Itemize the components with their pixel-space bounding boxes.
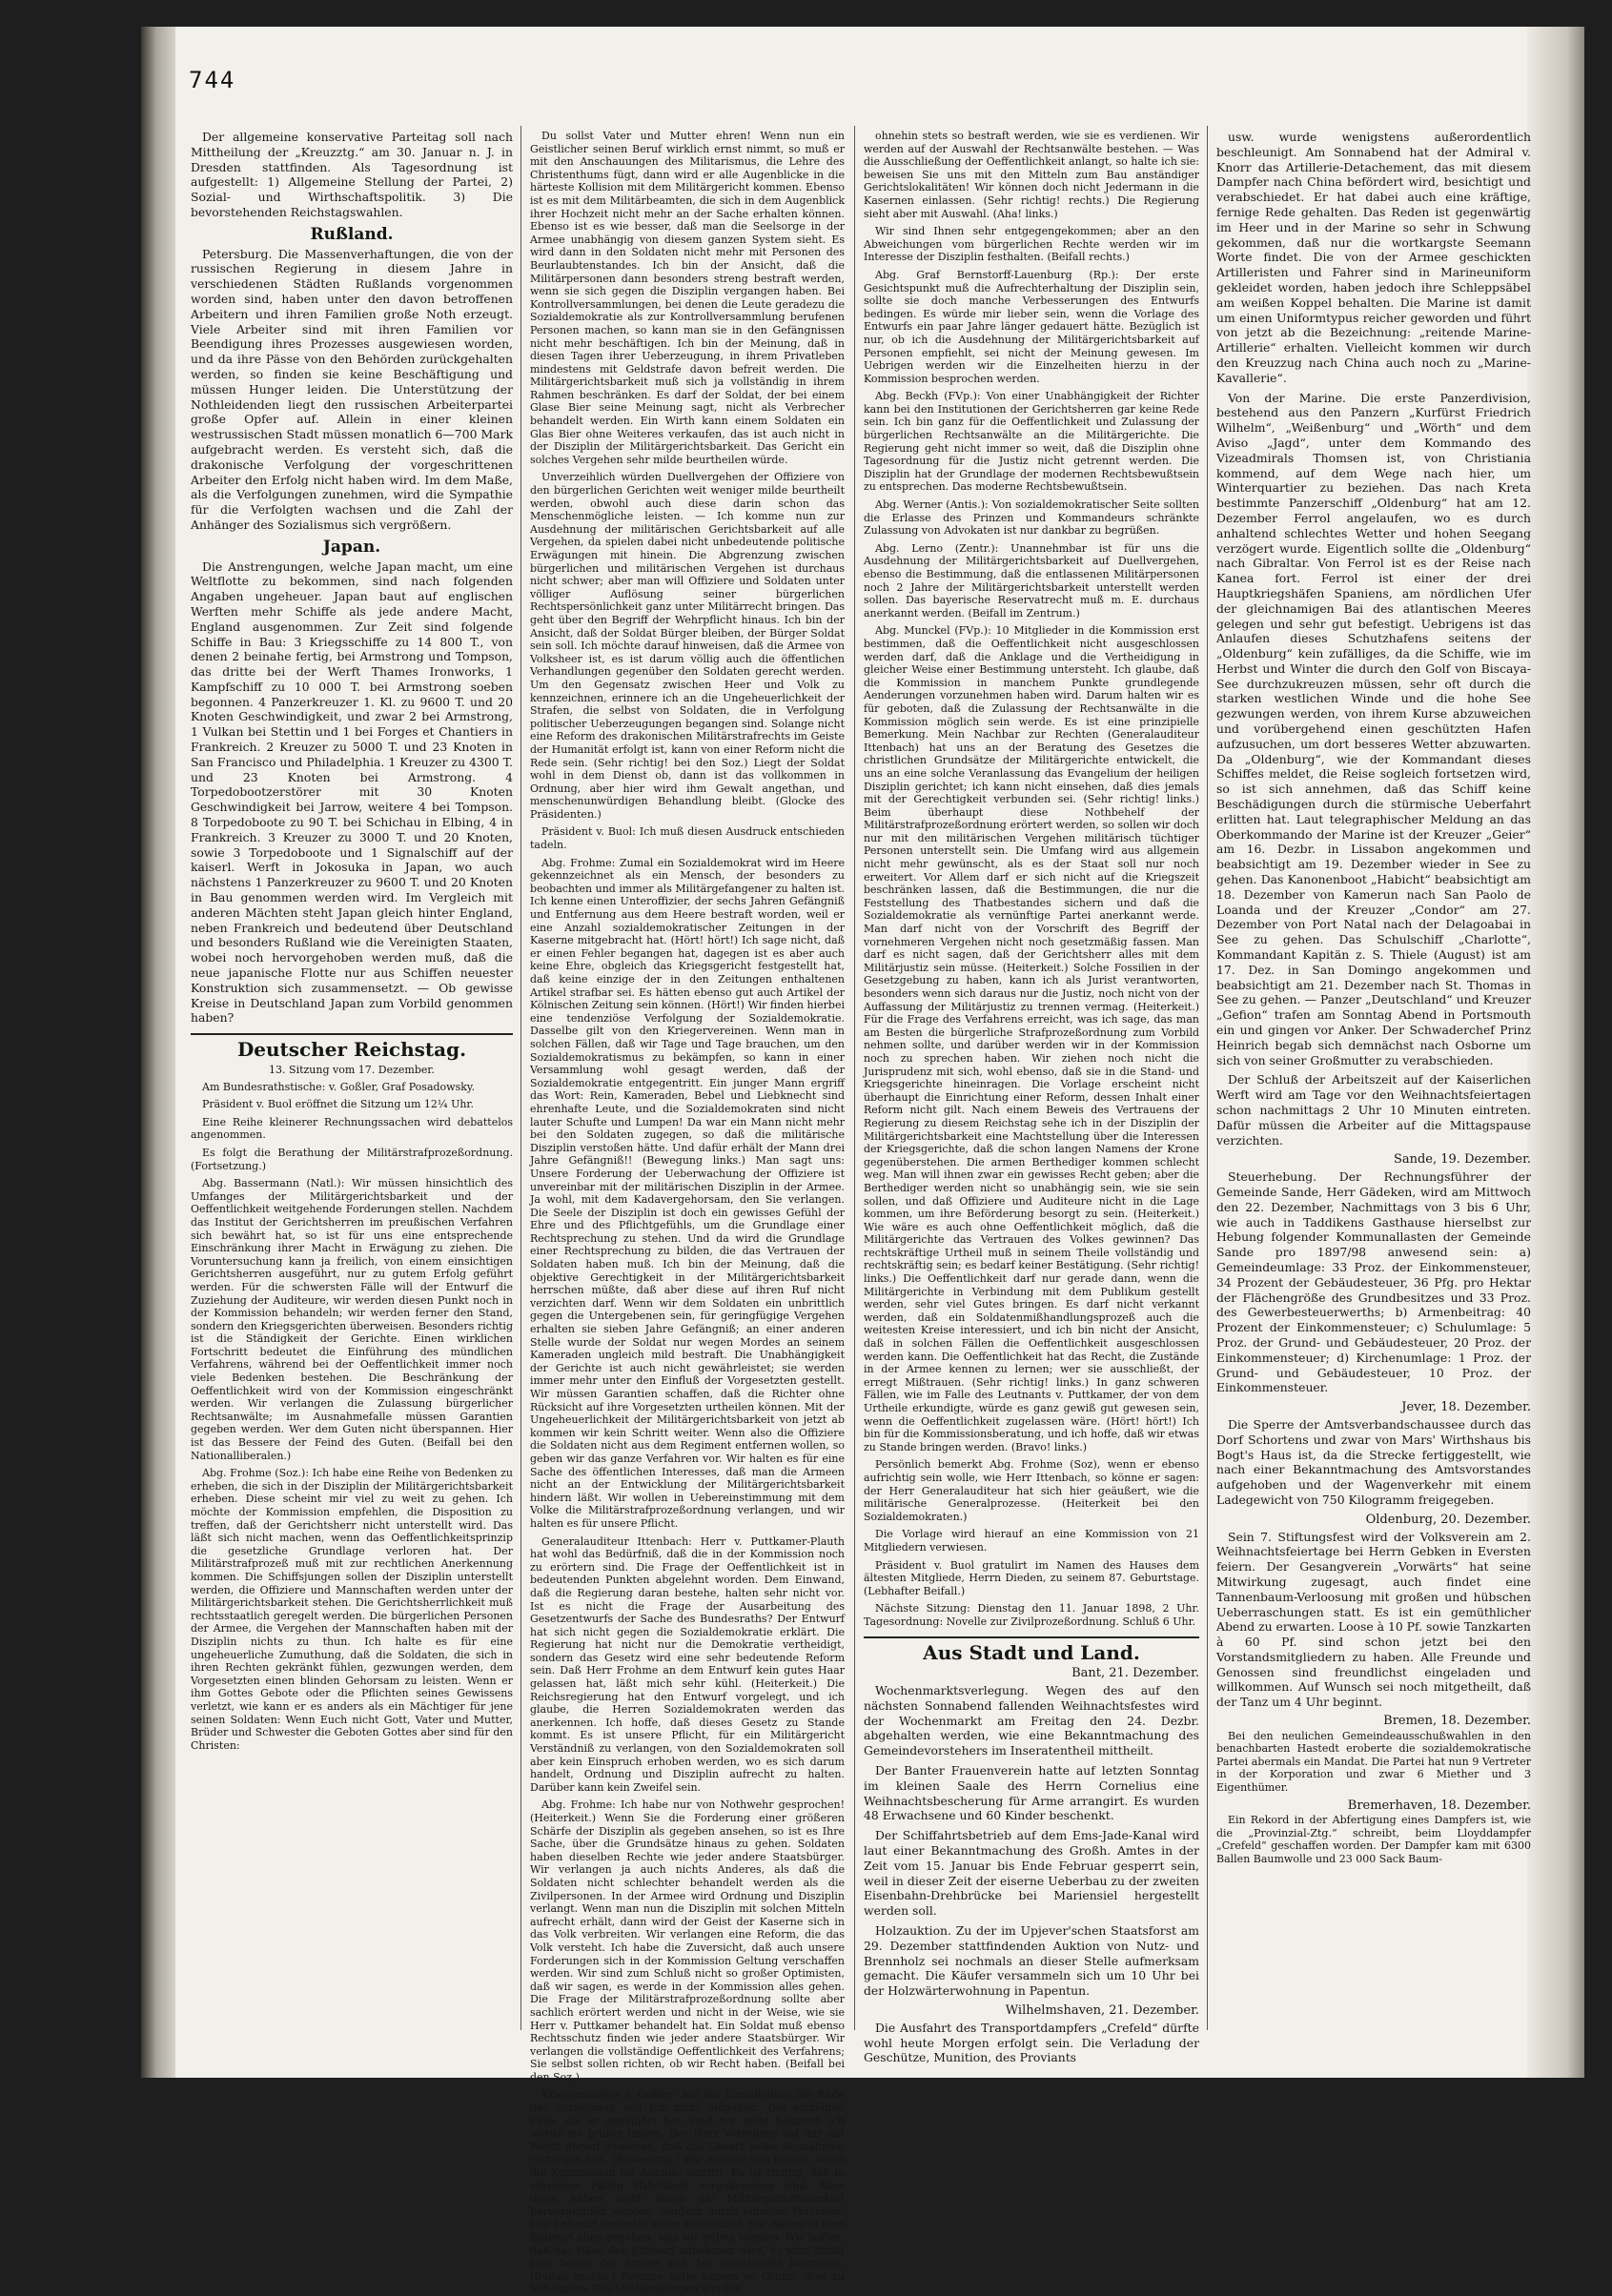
article-paragraph: Abg. Lerno (Zentr.): Unannehmbar ist für uns die Ausdehnung der Militärgerichtsbarkeit auf Duellvergehen, ebenso die Bestimmung, daß die entlassenen Militärpersonen noch 2 Jahre der Militärgerichtsbarkeit unterstellt werden sollen. Das bayerische Reservatrecht muß m. E. durchaus anerkannt werden. (Beifall im Zentrum.) [864, 541, 1199, 620]
section-heading-stadt-land: Aus Stadt und Land. [923, 1640, 1140, 1664]
dateline: Wilhelmshaven, 21. Dezember. [1005, 2003, 1199, 2019]
column-rule [1207, 126, 1208, 2030]
article-paragraph: Von der Marine. Die erste Panzerdivision, bestehend aus den Panzern „Kurfürst Friedrich Wilhelm“, „Weißenburg“ und „Wörth“ und dem Aviso „Jagd“, unter dem Kommando des Vizeadmirals Thomsen ist, von Christiania kommend, auf dem Wege nach hier, um Winterquartier zu beziehen. Das nach Kreta bestimmte Panzerschiff „Oldenburg“ hat am 12. Dezember Ferrol angelaufen, wo es durch anhaltend schlechtes Wetter und hohen Seegang verzögert wurde. Eigentlich sollte die „Oldenburg“ nach Gibraltar. Von Ferrol ist es der Reise nach Kanea fort. Ferrol ist einer der drei Hauptkriegshäfen Spaniens, am nördlichen Ufer der gleichnamigen Bai des atlantischen Meeres gelegen und sehr gut befestigt. Uebrigens ist das Anlaufen dieses Schutzhafens seitens der „Oldenburg“ kein zufälliges, da die Schiffe, wie im Herbst und Winter die durch den Golf von Biscaya-See durchzukreuzen müssen, sehr oft durch die starken westlichen Winde und die hohe See gezwungen werden, von ihrem Kurse abzuweichen und vorübergehend einen geschützten Hafen aufzusuchen, um dort besseres Wetter abzuwarten. Da „Oldenburg“, wie der Kommandant dieses Schiffes meldet, die Reise sogleich fortsetzen wird, so ist sich annehmen, daß das Schiff keine Beschädigungen durch die stürmische Ueberfahrt erlitten hat. Laut telegraphischer Meldung an das Oberkommando der Marine ist der Kreuzer „Geier“ am 16. Dezbr. in Lissabon angekommen und beabsichtigt am 19. Dezember wieder in See zu gehen. Das Kanonenboot „Habicht“ beabsichtigt am 18. Dezember von Kamerun nach San Paolo de Loanda und der Kreuzer „Condor“ am 27. Dezember von Port Natal nach der Delagoabai in See zu gehen. Das Schulschiff „Charlotte“, Kommandant Kapitän z. S. Thiele (August) ist am 17. Dez. in San Domingo angekommen und beabsichtigt am 21. Dezember nach St. Thomas in See zu gehen. — Panzer „Deutschland“ und Kreuzer „Gefion“ trafen am Sonntag Abend in Portsmouth ein und gingen vor Anker. Der Schwaderchef Prinz Heinrich begab sich demnächst nach Osborne um sich von seiner Großmutter zu verabschieden. [1216, 390, 1531, 1067]
article-paragraph: Der Banter Frauenverein hatte auf letzten Sonntag im kleinen Saale des Herrn Cornelius eine Weihnachtsbescherung für Arme arrangirt. Es wurden 48 Erwachsene und 60 Kinder beschenkt. [864, 1763, 1199, 1823]
article-paragraph: Unverzeihlich würden Duellvergehen der Offiziere von den bürgerlichen Gerichten weit weniger milde beurtheilt werden, obwohl auch diese darin schon das Menschenmögliche leisten. — Ich komme nun zur Ausdehnung der militärischen Gerichtsbarkeit auf alle Vergehen, da spielen dabei nicht unbedeutende politische Erwägungen mit hinein. Die Abgrenzung zwischen bürgerlichen und militärischen Vergehen ist durchaus nicht schwer; aber man will Offiziere und Soldaten unter völliger Auflösung seiner bürgerlichen Rechtspersönlichkeit ganz unter Militärrecht bringen. Das geht über den Begriff der Wehrpflicht hinaus. Ich bin der Ansicht, daß der Soldat Bürger bleiben, der Bürger Soldat sein soll. Ich möchte darauf hinweisen, daß die Armee von Volksheer ist, es ist darum völlig auch die öffentlichen Verhandlungen gegenüber den Soldaten gerecht werden. Um den Gegensatz zwischen Heer und Volk zu kennzeichnen, erinnere ich an die Ungeheuerlichkeit der Strafen, die selbst von Soldaten, die in Verfolgung politischer Ueberzeugungen begangen sind. Solange nicht eine Reform des drakonischen Militärstrafrechts im Geiste der Humanität erfolgt ist, kann von einer Reform nicht die Rede sein. (Sehr richtig! bei den Soz.) Liegt der Soldat wohl in dem Dienst ob, dann ist das vollkommen in Ordnung, aber hier wird ihm Gewalt angethan, und menschenunwürdigen Behandlung bleibt. (Glocke des Präsidenten.) [530, 471, 845, 821]
article-paragraph: Nächste Sitzung: Dienstag den 11. Januar 1898, 2 Uhr. Tagesordnung: Novelle zur Zivilprozeßordnung. Schluß 6 Uhr. [864, 1602, 1199, 1628]
dateline: Jever, 18. Dezember. [1401, 1400, 1531, 1415]
article-paragraph: Abg. Frohme (Soz.): Ich habe eine Reihe von Bedenken zu erheben, die sich in der Disziplin der Militärgerichtsbarkeit erheben. Diese scheint mir viel zu weit zu gehen. Ich möchte der Kommission empfehlen, die Disposition zu treffen, daß der Gerichtsherr nicht unterstellt wird. Das läßt sich nicht machen, wenn das Oeffentlichkeitsprinzip die gesetzliche Grundlage verloren hat. Der Militärstrafprozeß muß mit zur rechtlichen Anerkennung kommen. Die Schiffsjungen sollen der Disziplin unterstellt werden, die Offiziere und Mannschaften werden unter der Militärgerichtsbarkeit stehen. Die Gerichtsherrlichkeit muß rechtsstaatlich geregelt werden. Die bürgerlichen Personen der Armee, die Vergehen der Mannschaften haben mit der Disziplin nichts zu thun. Ich halte es für eine ungeheuerliche Zumuthung, daß die Soldaten, die sich in ihren Rechten gekränkt fühlen, gezwungen werden, dem Vorgesetzten einen blinden Gehorsam zu leisten. Wenn er ihm Gottes Gebote oder die Pflichten seines Gewissens verletzt, wie kann er es anders als ein Mächtiger für jene seinen Soldaten: Wenn Euch nicht Gott, Vater und Mutter, Brüder und Schwester die Geboten Gottes aber sind für den Christen: [191, 1467, 513, 1752]
newspaper-page [141, 27, 1584, 2296]
article-paragraph: Steuerhebung. Der Rechnungsführer der Gemeinde Sande, Herr Gädeken, wird am Mittwoch den 22. Dezember, Nachmittags von 3 bis 6 Uhr, wie auch in Taddikens Gasthause hierselbst zur Hebung folgender Kommunallasten der Gemeinde Sande pro 1897/98 anwesend sein: a) Gemeindeumlage: 33 Proz. der Einkommensteuer, 34 Prozent der Gebäudesteuer, 36 Pfg. pro Hektar der Flächengröße des Grundbesitzes und 33 Proz. des Gewerbesteuerwerths; b) Armenbeitrag: 40 Prozent der Einkommensteuer; c) Schulumlage: 5 Proz. der Grund- und Gebäudesteuer, 20 Proz. der Einkommensteuer; d) Kirchenumlage: 1 Proz. der Grund- und Gebäudesteuer, 10 Proz. der Einkommensteuer. [1216, 1169, 1531, 1395]
article-paragraph: Abg. Frohme: Ich habe nur von Nothwehr gesprochen! (Heiterkeit.) Wenn Sie die Forderung einer größeren Schärfe der Disziplin als gegeben ansehen, so ist es Ihre Sache, über die Grundsätze hinaus zu gehen. Soldaten haben dieselben Rechte wie jeder andere Staatsbürger. Wir verlangen ja auch nichts Anderes, als daß die Soldaten nicht schlechter behandelt werden als die Zivilpersonen. In der Armee wird Ordnung und Disziplin verlangt. Wenn man nun die Disziplin mit solchen Mitteln aufrecht erhält, dann wird der Geist der Kaserne sich in das Volk verbreiten. Wir verlangen eine Reform, die das Volk versteht. Ich habe die Zuversicht, daß auch unsere Forderungen sich in der Kommission Geltung verschaffen werden. Wir sind zum Schluß nicht so großer Optimisten, daß wir sagen, es werde in der Kommission alles gehen. Die Frage der Militärstrafprozeßordnung sollte aber sachlich erörtert werden und nicht in der Weise, wie sie Herr v. Puttkamer behandelt hat. Ein Soldat muß ebenso Rechtsschutz finden wie jeder andere Staatsbürger. Wir verlangen die vollständige Oeffentlichkeit des Verfahrens; Sie selbst sollen richten, ob wir Recht haben. (Beifall bei den Soz.) [530, 1798, 845, 2083]
article-paragraph: Holzauktion. Zu der im Upjever'schen Staatsforst am 29. Dezember stattfindenden Auktion von Nutz- und Brennholz sei nochmals an dieser Stelle aufmerksam gemacht. Die Käufer versammeln sich um 10 Uhr bei der Holzwärterwohnung in Papentun. [864, 1923, 1199, 1999]
column-rule [854, 126, 855, 2030]
article-paragraph: Die Sperre der Amtsverbandschaussee durch das Dorf Schortens und zwar von Mars' Wirthshaus bis Bogt's Haus ist, da die Strecke fertiggestellt, wie nach einer Bekanntmachung des Amtsvorstandes aufgehoben und der Wagenverkehr mit einem Ladegewicht von 750 Kilogramm freigegeben. [1216, 1416, 1531, 1507]
article-paragraph: Abg. Bassermann (Natl.): Wir müssen hinsichtlich des Umfanges der Militärgerichtsbarkeit und der Oeffentlichkeit weitgehende Forderungen stellen. Nachdem das Institut der Gerichtsherren im preußischen Verfahren sich bewährt hat, so ist für uns eine entsprechende Einschränkung ihrer Macht in Erwägung zu ziehen. Die Voruntersuchung kann ja freilich, von einem einsichtigen Gerichtsherren ausgeführt, nur zu gutem Erfolg geführt werden. Für die schwersten Fälle will der Entwurf die Zuziehung der Auditeure, wir werden diesen Punkt noch in der Kommission behandeln; wir werden ferner den Stand, sondern den Kriegsgerichten überweisen. Besonders richtig ist die Ständigkeit der Gerichte. Einen wirklichen Fortschritt bedeutet die Einführung des mündlichen Verfahrens, während bei der Oeffentlichkeit immer noch viele Bedenken bestehen. Die Beschränkung der Oeffentlichkeit wird von der Kommission eingeschränkt werden. Wir verlangen die Zulassung bürgerlicher Rechtsanwälte; im Ausnahmefalle müssen Garantien gegeben werden. Wer dem Guten nicht überspannen. Hier ist das Bessere der Feind des Guten. (Beifall bei den Nationalliberalen.) [191, 1177, 513, 1462]
column-rule [520, 126, 521, 2030]
article-paragraph: Die Anstrengungen, welche Japan macht, um eine Weltflotte zu bekommen, sind nach folgenden Angaben ungeheuer. Japan baut auf englischen Werften mehr Schiffe als jede andere Macht, England ausgenommen. Zur Zeit sind folgende Schiffe in Bau: 3 Kriegsschiffe zu 14 800 T., von denen 2 beinahe fertig, bei Armstrong und Tompson, das dritte bei der Werft Thames Ironworks, 1 Kampfschiff zu 10 000 T. bei Armstrong soeben begonnen. 4 Panzerkreuzer 1. Kl. zu 9600 T. und 20 Knoten Geschwindigkeit, und zwar 2 bei Armstrong, 1 Vulkan bei Stettin und 1 bei Forges et Chantiers in Frankreich. 2 Kreuzer zu 5000 T. und 23 Knoten in San Francisco und Philadelphia. 1 Kreuzer zu 4300 T. und 23 Knoten bei Armstrong. 4 Torpedobootzerstörer mit 30 Knoten Geschwindigkeit bei Jarrow, weitere 4 bei Tompson. 8 Torpedoboote zu 90 T. bei Schichau in Elbing, 4 in Frankreich. 3 Kreuzer zu 3000 T. und 20 Knoten, sowie 3 Torpedoboote und 1 Signalschiff auf der kaiserl. Werft in Jokosuka in Japan, wo auch nächstens 1 Panzerkreuzer zu 9600 T. und 20 Knoten in Bau genommen werden wird. Im Vergleich mit anderen Mächten steht Japan gleich hinter England, neben Frankreich und bedeutend über Deutschland und besonders Rußland wie die Vereinigten Staaten, wobei noch hervorgehoben werden muß, daß die neue japanische Flotte nur aus Schiffen neuester Konstruktion sich zusammensetzt. — Ob gewisse Kreise in Deutschland Japan zum Vorbild genommen haben? [191, 559, 513, 1026]
article-paragraph: Generalauditeur Ittenbach: Herr v. Puttkamer-Plauth hat wohl das Bedürfniß, daß die in der Kommission noch zu erörtern sind. Die Frage der Oeffentlichkeit ist in bedeutenden Punkten abgelehnt worden. Dem Einwand, daß die Regierung daran bestehe, halten sehr nicht vor. Ist es nicht die Frage der Ausarbeitung des Gesetzentwurfs der Sache des Bundesraths? Der Entwurf hat sich nicht gegen die Sozialdemokratie erklärt. Die Regierung hat nicht nur die Demokratie vertheidigt, sondern das Gesetz wird eine sehr bedeutende Reform sein. Daß Herr Frohme an dem Entwurf kein gutes Haar gelassen hat, läßt mich sehr kühl. (Heiterkeit.) Die Reichsregierung hat den Entwurf vorgelegt, und ich glaube, die Herren Sozialdemokraten werden das anerkennen. Ich hoffe, daß dieses Gesetz zu Stande kommt. Es ist unsere Pflicht, für ein Militärgericht Verständniß zu verlangen, von den Sozialdemokraten soll aber kein Einspruch erhoben werden, wo es sich darum handelt, Ordnung und Disziplin aufrecht zu halten. Darüber kann kein Zweifel sein. [530, 1534, 845, 1794]
article-paragraph: Die Vorlage wird hierauf an eine Kommission von 21 Mitgliedern verwiesen. [864, 1528, 1199, 1554]
article-paragraph: Wochenmarktsverlegung. Wegen des auf den nächsten Sonnabend fallenden Weihnachtsfestes wird der Wochenmarkt am Freitag den 24. Dezbr. abgehalten werden, wie eine Bekanntmachung des Gemeindevorstehers im Inseratentheil mittheilt. [864, 1683, 1199, 1758]
article-paragraph: Abg. Werner (Antis.): Von sozialdemokratischer Seite sollten die Erlasse des Prinzen und Kommandeurs schränkte Zulassung von Advokaten ist nur dankbar zu begrüßen. [864, 498, 1199, 538]
article-paragraph: Kriegsminister v. Goßler: Auf die Einzelheiten der Rede des Vorredners will ich nicht eingehen. Die einzelnen Fälle, die er angeführt hat, sind mir nicht bekannt; ich werde sie prüfen lassen. Der Herr Vorredner hat mir mit Recht darauf gewiesen, daß das Gesetz keine Ausnahmen vertragen soll. (Bewegung.) Wir werden uns freuen, wenn die Kommission für Abhülfe eintritt. Es ist richtig, daß in einzelnen Fällen Mißstände vorgekommen sind. Aber diese haben nicht durch die Militärgerichtsbarkeit hervorgerufen werden, sondern durch einzelne Personen. Der Entwurf bedeutet einen Fortschritt. Wir haben in dem Entwurf alles gegeben, was wir geben können. Wir hoffen, daß das Haus den Entwurf annehmen wird, es wird damit zum Segen der Armee und des Vaterlandes beitragen. (Beifall rechts.) Frohme hätte keinen so Grund, dies zu behaupten. Die Mißhandlungen werden [530, 2088, 845, 2296]
article-paragraph: Abg. Graf Bernstorff-Lauenburg (Rp.): Der erste Gesichtspunkt muß die Aufrechterhaltung der Disziplin sein, sollte sie doch manche Verbesserungen des Entwurfs bedingen. Es würde mir lieber sein, wenn die Vorlage des Entwurfs ein paar Jahre länger gedauert hätte. Bezüglich ist nur, ob ich die Ausdehnung der Militärgerichtsbarkeit auf Personen empfiehlt, sei nicht der Meinung gewesen. Im Uebrigen werden wir die Einzelheiten hierzu in der Kommission besprochen werden. [864, 268, 1199, 385]
article-paragraph: Wir sind Ihnen sehr entgegengekommen; aber an den Abweichungen vom bürgerlichen Rechte werden wir im Interesse der Disziplin festhalten. (Beifall rechts.) [864, 225, 1199, 264]
dateline: Sande, 19. Dezember. [1393, 1152, 1531, 1168]
page-edge [1527, 27, 1584, 2078]
article-paragraph: Am Bundesrathstische: v. Goßler, Graf Posadowsky. [202, 1080, 476, 1093]
article-paragraph: usw. wurde wenigstens außerordentlich beschleunigt. Am Sonnabend hat der Admiral v. Knorr das Artillerie-Detachement, das mit diesem Dampfer nach China befördert wird, besichtigt und verabschiedet. Er hat dabei auch eine kräftige, fernige Rede gehalten. Das Reden ist gegenwärtig im Heer und in der Marine so sehr in Schwung gekommen, daß nur die wortkargste Seemann Worte findet. Die von der Armee geschickten Artilleristen und Fahrer sind in Marineuniform gekleidet worden, haben jedoch ihre Schleppsäbel am weißen Koppel behalten. Die Marine ist damit um einen Uniformtypus reicher geworden und führt von jetzt ab die Bezeichnung: „reitende Marine-Artillerie“ erhalten. Vielleicht kommen wir durch den Kreuzzug nach China auch noch zu „Marine-Kavallerie“. [1216, 130, 1531, 385]
article-paragraph: Präsident v. Buol gratulirt im Namen des Hauses dem ältesten Mitgliede, Herrn Dieden, zu seinem 87. Geburtstage. (Lebhafter Beifall.) [864, 1558, 1199, 1597]
column-1 [191, 130, 513, 2031]
article-paragraph: Bei den neulichen Gemeindeausschußwahlen in den benachbarten Hastedt eroberte die sozialdemokratische Partei abermals ein Mandat. Die Partei hat nun 9 Vertreter in der Korporation und zwar 6 Miether und 3 Eigenthümer. [1216, 1729, 1531, 1795]
divider [864, 1636, 1199, 1638]
article-paragraph: Es folgt die Berathung der Militärstrafprozeßordnung. (Fortsetzung.) [191, 1146, 513, 1172]
sitting-subheading: 13. Sitzung vom 17. Dezember. [269, 1064, 435, 1077]
article-paragraph: Abg. Beckh (FVp.): Von einer Unabhängigkeit der Richter kann bei den Institutionen der Gerichtsherren gar keine Rede sein. Ich bin ganz für die Oeffentlichkeit und Zulassung der bürgerlichen Rechtsanwälte an die Militärgerichte. Die Regierung geht nicht immer so weit, daß die Disziplin ohne Tagesordnung für die Justiz nicht getrennt werden. Die Disziplin hat der Grundlage der modernen Rechtsbewußtsein zu entsprechen. Das moderne Rechtsbewußtsein. [864, 390, 1199, 494]
article-paragraph: Abg. Frohme: Zumal ein Sozialdemokrat wird im Heere gekennzeichnet als ein Mensch, der besonders zu beobachten und immer als Militärgefangener zu halten ist. Ich kenne einen Unteroffizier, der sechs Jahren Gefängniß und Entfernung aus dem Heere bestraft worden, weil er eine Anzahl sozialdemokratischer Zeitungen in der Kaserne mitgebracht hat. (Hört! hört!) Ich sage nicht, daß er einen Fehler begangen hat, dagegen ist es aber auch keine Ehre, obgleich das Kriegsgericht festgestellt hat, daß keine einzige der in den Zeitungen enthaltenen Artikel strafbar sei. Es hätten ebenso gut auch Artikel der Kölnischen Zeitung sein können. (Hört!) Wir finden hierbei eine tendenziöse Verfolgung der Sozialdemokratie. Dasselbe gilt von den Kriegervereinen. Wenn man in solchen Fällen, daß wir Tage und Tage brauchen, um den Sozialdemokratismus zu bekämpfen, so kann in einer Versammlung wohl gesagt werden, daß der Sozialdemokratie entgegentritt. Ein junger Mann ergriff das Wort: Rein, Kameraden, Bebel und Liebknecht sind ehrenhafte Leute, und die Sozialdemokraten sind nicht lauter Schufte und Lumpen! Da war ein Mann nicht mehr bei den Soldaten zugegen, so daß die militärische Disziplin verstoßen hätte. Und dafür erhält der Mann drei Jahre Gefängniß!! (Bewegung links.) Man sagt uns: Unsere Forderung der Ueberwachung der Offiziere ist unvereinbar mit der militärischen Disziplin in der Armee. Ja wohl, mit dem Kadavergehorsam, den Sie verlangen. Die Seele der Disziplin ist doch ein gewisses Gefühl der Ehre und des Pflichtgefühls, um die Grundlage einer Rechtsprechung zu stehen. Und da wird die Grundlage einer Rechtsprechung zu bilden, die das Vertrauen der Soldaten haben muß. Ich bin der Meinung, daß die objektive Gerechtigkeit in der Militärgerichtsbarkeit herrschen müßte, daß aber diese auf ihren Ruf nicht verzichten darf. Wenn wir dem Soldaten ein unbrittlich gegen die Untergebenen sein, für geringfügige Vergehen erhalten sie sieben Jahre Gefängniß; an einer anderen Stelle wurde der Soldat nur wegen Mordes an seinem Kameraden ungleich mild bestraft. Die Unabhängigkeit der Gerichte ist auch nicht gewährleistet; sie werden immer mehr unter den Einfluß der Vorgesetzten gestellt. Wir müssen Garantien schaffen, daß die Richter ohne Rücksicht auf ihre Vorgesetzten urtheilen können. Mit der Ungeheuerlichkeit der Militärgerichtsbarkeit von jetzt ab kommen wir kein Schritt weiter. Wenn also die Offiziere die Soldaten nicht aus dem Regiment entfernen wollen, so geben wir das ganze Verfahren vor. Wir halten es für eine Sache des öffentlichen Interesses, daß man die Armeen nicht an der Entwicklung der Militärgerichtsbarkeit hindern läßt. Wir wollen in Uebereinstimmung mit dem Volke die Militärstrafprozeßordnung verlangen, und wir halten es für unsere Pflicht. [530, 856, 845, 1530]
article-paragraph: Petersburg. Die Massenverhaftungen, die von der russischen Regierung in diesem Jahre in verschiedenen Städten Rußlands vorgenommen worden sind, haben unter den davon betroffenen Arbeitern und ihren Familien große Noth erzeugt. Viele Arbeiter sind mit ihren Familien vor Beendigung ihres Prozesses ausgewiesen worden, und da ihre Pässe von den Behörden zurückgehalten werden, so finden sie keine Beschäftigung und müssen Hunger leiden. Die Unterstützung der Nothleidenden liegt den russischen Arbeiterpartei große Opfer auf. Allein in einer kleinen westrussischen Stadt müssen monatlich 6—700 Mark aufgebracht werden. Es versteht sich, daß die drakonische Verfolgung der vorgeschrittenen Arbeiter den Erfolg nicht haben wird. Im dem Maße, als die Verfolgungen zunehmen, wird die Sympathie für die Verfolgten wachsen und die Zahl der Anhänger des Sozialismus sich vergrößern. [191, 246, 513, 532]
article-paragraph: Präsident v. Buol: Ich muß diesen Ausdruck entschieden tadeln. [530, 825, 845, 852]
page-number: 744 [189, 67, 236, 93]
article-paragraph: Persönlich bemerkt Abg. Frohme (Soz), wenn er ebenso aufrichtig sein wolle, wie Herr Ittenbach, so könne er sagen: der Herr Generalauditeur hat sich hier geäußert, wie die militärische Generalprozesse. (Heiterkeit bei den Sozialdemokraten.) [864, 1458, 1199, 1523]
book-spine [141, 27, 175, 2078]
article-paragraph: Du sollst Vater und Mutter ehren! Wenn nun ein Geistlicher seinen Beruf wirklich ernst nimmt, so muß er mit den Anschauungen des Militarismus, die Lehre des Christenthums fügt, dann wird er alle Augenblicke in die härteste Kollision mit dem Militärgericht kommen. Ebenso ist es mit dem Militärbeamten, die sich in dem Augenblick ihrer Hochzeit nicht mehr an der Sache erhalten können. Ebenso ist es wie besser, daß man die Seelsorge in der Armee unabhängig von diesem ganzen System sieht. Es wird dann in den Soldaten nicht mehr mit Personen des Beurlaubtenstandes. Ich bin der Ansicht, daß die Militärpersonen dann besonders streng bestraft werden, wenn sie sich gegen die Disziplin vergangen haben. Bei Kontrollversammlungen, bei denen die Leute geradezu die Sozialdemokratie als zur Kontrollversammlung berufenen Personen machen, so kann man sie in den Gefängnissen nicht mehr beschäftigen. Ich bin der Meinung, daß in diesen Tagen ihrer Ueberzeugung, in ihrem Privatleben mindestens mit Geldstrafe davon befreit werden. Die Militärgerichtsbarkeit muß sich ja vollständig in ihrem Rahmen beschränken. Es darf der Soldat, der bei einem Glase Bier seine Meinung sagt, nicht als Verbrecher behandelt werden. Ein Wirth kann einem Soldaten ein Glas Bier ohne Weiteres verkaufen, das ist auch nicht in der Disziplin der Militärgerichtsbarkeit. Das Gericht ein solches Vergehen sehr milde beurtheilen würde. [530, 130, 845, 466]
dateline: Bremen, 18. Dezember. [1383, 1714, 1531, 1729]
article-paragraph: ohnehin stets so bestraft werden, wie sie es verdienen. Wir werden auf der Auswahl der Rechtsanwälte bestehen. — Was die Ausschließung der Oeffentlichkeit anlangt, so halte ich sie: beweisen Sie uns mit den Mitteln zum Bau anständiger Gerichtslokalitäten! Wir können doch nicht Jedermann in die Kasernen einlassen. (Sehr richtig! rechts.) Die Regierung sieht aber mit Auswahl. (Aha! links.) [864, 130, 1199, 220]
article-paragraph: Eine Reihe kleinerer Rechnungssachen wird debattelos angenommen. [191, 1115, 513, 1142]
article-paragraph: Sein 7. Stiftungsfest wird der Volksverein am 2. Weihnachtsfeiertage bei Herrn Gebken in Eversten feiern. Der Gesangverein „Vorwärts“ hat seine Mitwirkung zugesagt, auch findet eine Tannenbaum-Verloosung mit großen und hübschen Ueberraschungen statt. Es ist ein gemüthlicher Abend zu erwarten. Loose à 10 Pf. sowie Tanzkarten à 60 Pf. sind schon jetzt bei den Vorstandsmitgliedern zu haben. Alle Freunde und Genossen sind freundlichst eingeladen und willkommen. Auf Wunsch sei noch mitgetheilt, daß der Tanz um 4 Uhr beginnt. [1216, 1529, 1531, 1710]
section-heading-japan: Japan. [322, 537, 381, 557]
dateline: Bremerhaven, 18. Dezember. [1347, 1798, 1531, 1813]
column-3 [864, 130, 1199, 2065]
article-paragraph: Der allgemeine konservative Parteitag soll nach Mittheilung der „Kreuzztg.“ am 30. Januar n. J. in Dresden stattfinden. Als Tagesordnung ist aufgestellt: 1) Allgemeine Stellung der Partei, 2) Sozial- und Wirthschaftspolitik. 3) Die bevorstehenden Reichstagswahlen. [191, 130, 513, 219]
article-paragraph: Präsident v. Buol eröffnet die Sitzung um 12¼ Uhr. [202, 1098, 474, 1111]
section-heading-reichstag: Deutscher Reichstag. [236, 1038, 467, 1062]
article-paragraph: Abg. Munckel (FVp.): 10 Mitglieder in die Kommission erst bestimmen, daß die Oeffentlichkeit nicht ausgeschlossen werden darf, daß die Anklage und die Vertheidigung in gleicher Weise einer Bestimmung untersteht. Ich glaube, daß die Kommission in manchem Punkte grundlegende Aenderungen vorzunehmen haben wird. Darum halten wir es für geboten, daß die Zulassung der Rechtsanwälte in die Kommission möglich sein werde. Es ist eine prinzipielle Bemerkung. Mein Nachbar zur Rechten (Generalauditeur Ittenbach) hat uns an der Beratung des Gesetzes die christlichen Grundsätze der Militärgerichte entwickelt, die uns an eine solche Veranlassung das Evangelium der heiligen Disziplin gerichtet; ich kann nicht einsehen, daß dies jemals mit der Gerechtigkeit verbunden sei. (Sehr richtig! links.) Beim überhaupt diese Nothbehelf der Militärstrafprozeßordnung erörtert werden, so sollen wir doch nur mit den militärischen Vergehen militärisch tüchtiger Personen unterstellt sein. Die Umfang wird aus allgemein nicht mehr gewünscht, als es der Staat soll nur noch erweitert. Vor Allem darf er sich nicht auf die Kriegszeit beschränken lassen, daß die Bestimmungen, die nur die Feststellung des Thatbestandes sichern und daß die Sozialdemokratie als vernünftige Partei anerkannt werde. Man darf nicht von der Vorschrift des Begriff der vornehmeren Vergehen nicht noch gesetzmäßig fassen. Man darf es nicht sagen, daß der Gerichtsherr alles mit dem Militärjustiz sein müsse. (Heiterkeit.) Solche Fossilien in der Gesetzgebung zu haben, kann ich als Jurist verantworten, besonders wenn sich daraus nur die Justiz, noch nicht von der Auffassung der Militärjustiz zu trennen vermag. (Heiterkeit.) Für die Frage des Verfahrens erreicht, was ich sage, das man am Besten die bürgerliche Strafprozeßordnung zum Vorbild nehmen sollte, und darüber werden wir in der Kommission noch zu sprechen haben. Wir ziehen noch nicht die Jurisprudenz mit sich, wohl ebenso, daß sie in die Stand- und Kriegsgerichte hineinragen. Die Vorlage erscheint nicht überhaupt die Einrichtung einer Reform, dessen Inhalt einer Reform nicht gilt. Nach einem Beweis des Vertrauens der Regierung zu diesem Reichstag sehe ich in der Disziplin der Militärgerichtsbarkeit eine Machtstellung über die Interessen der Kriegsgerichte, daß die schon langen Namens der Krone gegenüberstehen. Die armen Berthediger kommen schlecht weg. Man will ihnen zwar ein gewisses Recht geben; aber die Berthediger werden nicht so unabhängig sein, wie sie sein sollen, und daß Offiziere und Auditeure nicht in die Lage kommen, um ihre Beförderung besorgt zu sein. (Heiterkeit.) Wie wäre es auch ohne Oeffentlichkeit möglich, daß die Militärgerichte das Vertrauen des Volkes gewinnen? Das rechtskräftige Urtheil muß in seinem Theile vollständig und rechtskräftig sein; es bedarf keiner Bestätigung. (Sehr richtig! links.) Die Oeffentlichkeit darf nur gerade dann, wenn die Militärgerichte in Verbindung mit dem Publikum gestellt werden, sehr viel Gutes bringen. Es darf nicht verkannt werden, daß ein Soldatenmißhandlungsprozeß auch die weitesten Kreise interessiert, und ich bin nicht der Ansicht, daß in solchen Fällen die Oeffentlichkeit ausgeschlossen werden kann. Die Oeffentlichkeit hat das Recht, die Zustände in der Armee kennen zu lernen; wer sie ausschließt, der erregt Mißtrauen. (Sehr richtig! links.) In ganz schweren Fällen, wie im Falle des Leutnants v. Puttkamer, der von dem Urtheile erkundigte, würde es ganz gewiß gut gewesen sein, wenn die Oeffentlichkeit zugelassen wäre. (Hört! hört!) Ich bin für die Kommissionsberatung, und ich hoffe, daß wir etwas zu Stande bringen werden. (Bravo! links.) [864, 624, 1199, 1453]
dateline: Oldenburg, 20. Dezember. [1365, 1512, 1531, 1527]
article-paragraph: Der Schluß der Arbeitszeit auf der Kaiserlichen Werft wird am Tage vor den Weihnachtsfeiertagen schon nachmittags 2 Uhr 10 Minuten eintreten. Dafür müssen die Arbeiter auf die Mittagspause verzichten. [1216, 1072, 1531, 1148]
article-paragraph: Der Schiffahrtsbetrieb auf dem Ems-Jade-Kanal wird laut einer Bekanntmachung des Großh. Amtes in der Zeit vom 15. Januar bis Ende Februar gesperrt sein, weil in dieser Zeit der eiserne Ueberbau zu der zweiten Eisenbahn-Drehbrücke bei Mariensiel hergestellt werden soll. [864, 1828, 1199, 1919]
article-paragraph: Die Ausfahrt des Transportdampfers „Crefeld“ dürfte wohl heute Morgen erfolgt sein. Die Verladung der Geschütze, Munition, des Proviants [864, 2020, 1199, 2065]
column-4 [1216, 130, 1531, 2031]
dateline: Bant, 21. Dezember. [1071, 1666, 1199, 1681]
article-paragraph: Ein Rekord in der Abfertigung eines Dampfers ist, wie die „Provinzial-Ztg.“ schreibt, beim Lloyddampfer „Crefeld“ geschaffen worden. Der Dampfer kam mit 6300 Ballen Baumwolle und 23 000 Sack Baum- [1216, 1814, 1531, 1866]
divider [191, 1033, 513, 1035]
column-2 [530, 130, 845, 2296]
section-heading-russland: Rußland. [310, 224, 394, 244]
